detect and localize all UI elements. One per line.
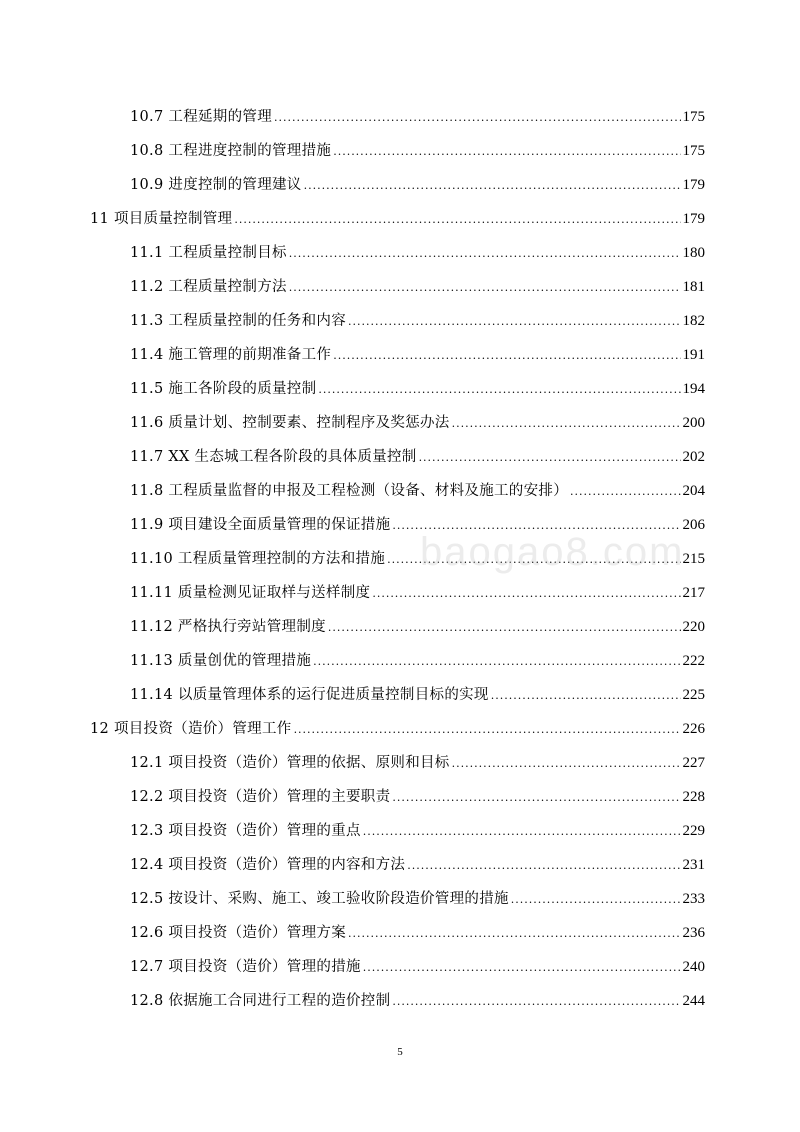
toc-dot-leader (304, 179, 681, 192)
toc-entry[interactable] (130, 751, 705, 781)
toc-dot-leader (363, 961, 681, 974)
toc-page-number: 236 (682, 925, 705, 941)
toc-entry-title: 11.11 质量检测见证取样与送样制度 (130, 585, 371, 601)
toc-page-number: 228 (682, 789, 705, 805)
toc-page-number: 215 (682, 551, 705, 567)
toc-entry[interactable] (130, 343, 705, 373)
toc-page-number: 179 (682, 211, 705, 227)
toc-entry-title: 12.2 项目投资（造价）管理的主要职责 (130, 789, 391, 805)
toc-dot-leader (348, 927, 681, 940)
toc-entry-title: 10.7 工程延期的管理 (130, 109, 272, 125)
toc-dot-leader (234, 213, 680, 226)
toc-entry[interactable] (130, 275, 705, 305)
toc-page-number: 233 (682, 891, 705, 907)
toc-dot-leader (313, 655, 680, 668)
toc-entry[interactable] (130, 547, 705, 577)
toc-entry-title: 11.3 工程质量控制的任务和内容 (130, 313, 346, 329)
toc-entry[interactable] (130, 105, 705, 135)
toc-entry-title: 11.14 以质量管理体系的运行促进质量控制目标的实现 (130, 687, 489, 703)
toc-entry[interactable] (130, 853, 705, 883)
toc-dot-leader (452, 757, 681, 770)
toc-entry[interactable] (130, 649, 705, 679)
toc-page-number: 191 (682, 347, 705, 363)
toc-entry-title: 12.3 项目投资（造价）管理的重点 (130, 823, 361, 839)
toc-entry[interactable] (130, 989, 705, 1019)
toc-dot-leader (363, 825, 681, 838)
toc-entry-title: 11.7 XX 生态城工程各阶段的具体质量控制 (130, 449, 417, 465)
toc-page-number: 227 (682, 755, 705, 771)
toc-dot-leader (452, 417, 681, 430)
toc-page-number: 194 (682, 381, 705, 397)
toc-entry-title: 11.8 工程质量监督的申报及工程检测（设备、材料及施工的安排） (130, 483, 568, 499)
toc-entry[interactable] (130, 615, 705, 645)
toc-page-number: 180 (682, 245, 705, 261)
toc-entry[interactable] (130, 377, 705, 407)
toc-dot-leader (570, 485, 681, 498)
toc-entry[interactable] (130, 921, 705, 951)
toc-dot-leader (407, 859, 680, 872)
toc-entry-title: 10.8 工程进度控制的管理措施 (130, 143, 332, 159)
toc-entry-title: 10.9 进度控制的管理建议 (130, 177, 302, 193)
toc-entry[interactable] (130, 479, 705, 509)
toc-dot-leader (372, 587, 680, 600)
toc-page-number: 244 (682, 993, 705, 1009)
toc-dot-leader (392, 519, 680, 532)
toc-entry-title: 12.4 项目投资（造价）管理的内容和方法 (130, 857, 406, 873)
toc-page-number: 220 (682, 619, 705, 635)
toc-dot-leader (387, 553, 680, 566)
toc-page-number: 204 (682, 483, 705, 499)
toc-page-number: 240 (682, 959, 705, 975)
toc-entry[interactable] (130, 955, 705, 985)
toc-entry[interactable] (130, 411, 705, 441)
toc-dot-leader (274, 111, 681, 124)
toc-entry[interactable] (130, 819, 705, 849)
toc-entry-title: 11.2 工程质量控制方法 (130, 279, 287, 295)
toc-entry-title: 11.9 项目建设全面质量管理的保证措施 (130, 517, 391, 533)
toc-dot-leader (348, 315, 681, 328)
toc-dot-leader (392, 791, 680, 804)
toc-page-number: 202 (682, 449, 705, 465)
toc-dot-leader (511, 893, 681, 906)
toc-dot-leader (289, 281, 681, 294)
toc-dot-leader (333, 349, 680, 362)
toc-entry-title: 11.13 质量创优的管理措施 (130, 653, 312, 669)
toc-dot-leader (294, 723, 681, 736)
toc-entry-title: 12.6 项目投资（造价）管理方案 (130, 925, 346, 941)
toc-dot-leader (333, 145, 680, 158)
toc-page-number: 229 (682, 823, 705, 839)
toc-entry[interactable] (130, 173, 705, 203)
toc-entry[interactable] (130, 785, 705, 815)
toc-entry-title: 11.6 质量计划、控制要素、控制程序及奖惩办法 (130, 415, 450, 431)
toc-entry-title: 11 项目质量控制管理 (90, 211, 233, 227)
toc-dot-leader (392, 995, 680, 1008)
toc-page-number: 200 (682, 415, 705, 431)
toc-entry[interactable] (130, 241, 705, 271)
toc-dot-leader (328, 621, 681, 634)
toc-entry-title: 11.4 施工管理的前期准备工作 (130, 347, 332, 363)
toc-page-number: 175 (682, 143, 705, 159)
toc-entry-title: 11.12 严格执行旁站管理制度 (130, 619, 326, 635)
toc-entry[interactable] (130, 445, 705, 475)
toc-entry-title: 11.1 工程质量控制目标 (130, 245, 287, 261)
toc-entry[interactable] (130, 581, 705, 611)
toc-page-number: 206 (682, 517, 705, 533)
toc-page-number: 182 (682, 313, 705, 329)
toc-entry-title: 12.1 项目投资（造价）管理的依据、原则和目标 (130, 755, 450, 771)
toc-entry-title: 12.8 依据施工合同进行工程的造价控制 (130, 993, 391, 1009)
toc-dot-leader (318, 383, 680, 396)
toc-entry[interactable] (90, 717, 705, 747)
toc-page-number: 217 (682, 585, 705, 601)
toc-page-number: 225 (682, 687, 705, 703)
toc-entry[interactable] (130, 513, 705, 543)
toc-entry[interactable] (130, 309, 705, 339)
toc-entry-title: 11.5 施工各阶段的质量控制 (130, 381, 317, 397)
page-number: 5 (397, 1046, 403, 1058)
toc-entry-title: 12.7 项目投资（造价）管理的措施 (130, 959, 361, 975)
toc-page-number: 226 (682, 721, 705, 737)
toc-entry[interactable] (90, 207, 705, 237)
toc-page-number: 175 (682, 109, 705, 125)
toc-entry[interactable] (130, 887, 705, 917)
toc-entry-title: 11.10 工程质量管理控制的方法和措施 (130, 551, 386, 567)
toc-entry[interactable] (130, 683, 705, 713)
watermark-logo: baogao8.com (420, 530, 685, 574)
toc-dot-leader (491, 689, 681, 702)
toc-dot-leader (289, 247, 681, 260)
toc-page-number: 222 (682, 653, 705, 669)
toc-dot-leader (419, 451, 681, 464)
toc-entry-title: 12.5 按设计、采购、施工、竣工验收阶段造价管理的措施 (130, 891, 509, 907)
toc-page-number: 181 (682, 279, 705, 295)
toc-entry-title: 12 项目投资（造价）管理工作 (90, 721, 292, 737)
toc-page-number: 231 (682, 857, 705, 873)
toc-page-number: 179 (682, 177, 705, 193)
toc-entry[interactable] (130, 139, 705, 169)
